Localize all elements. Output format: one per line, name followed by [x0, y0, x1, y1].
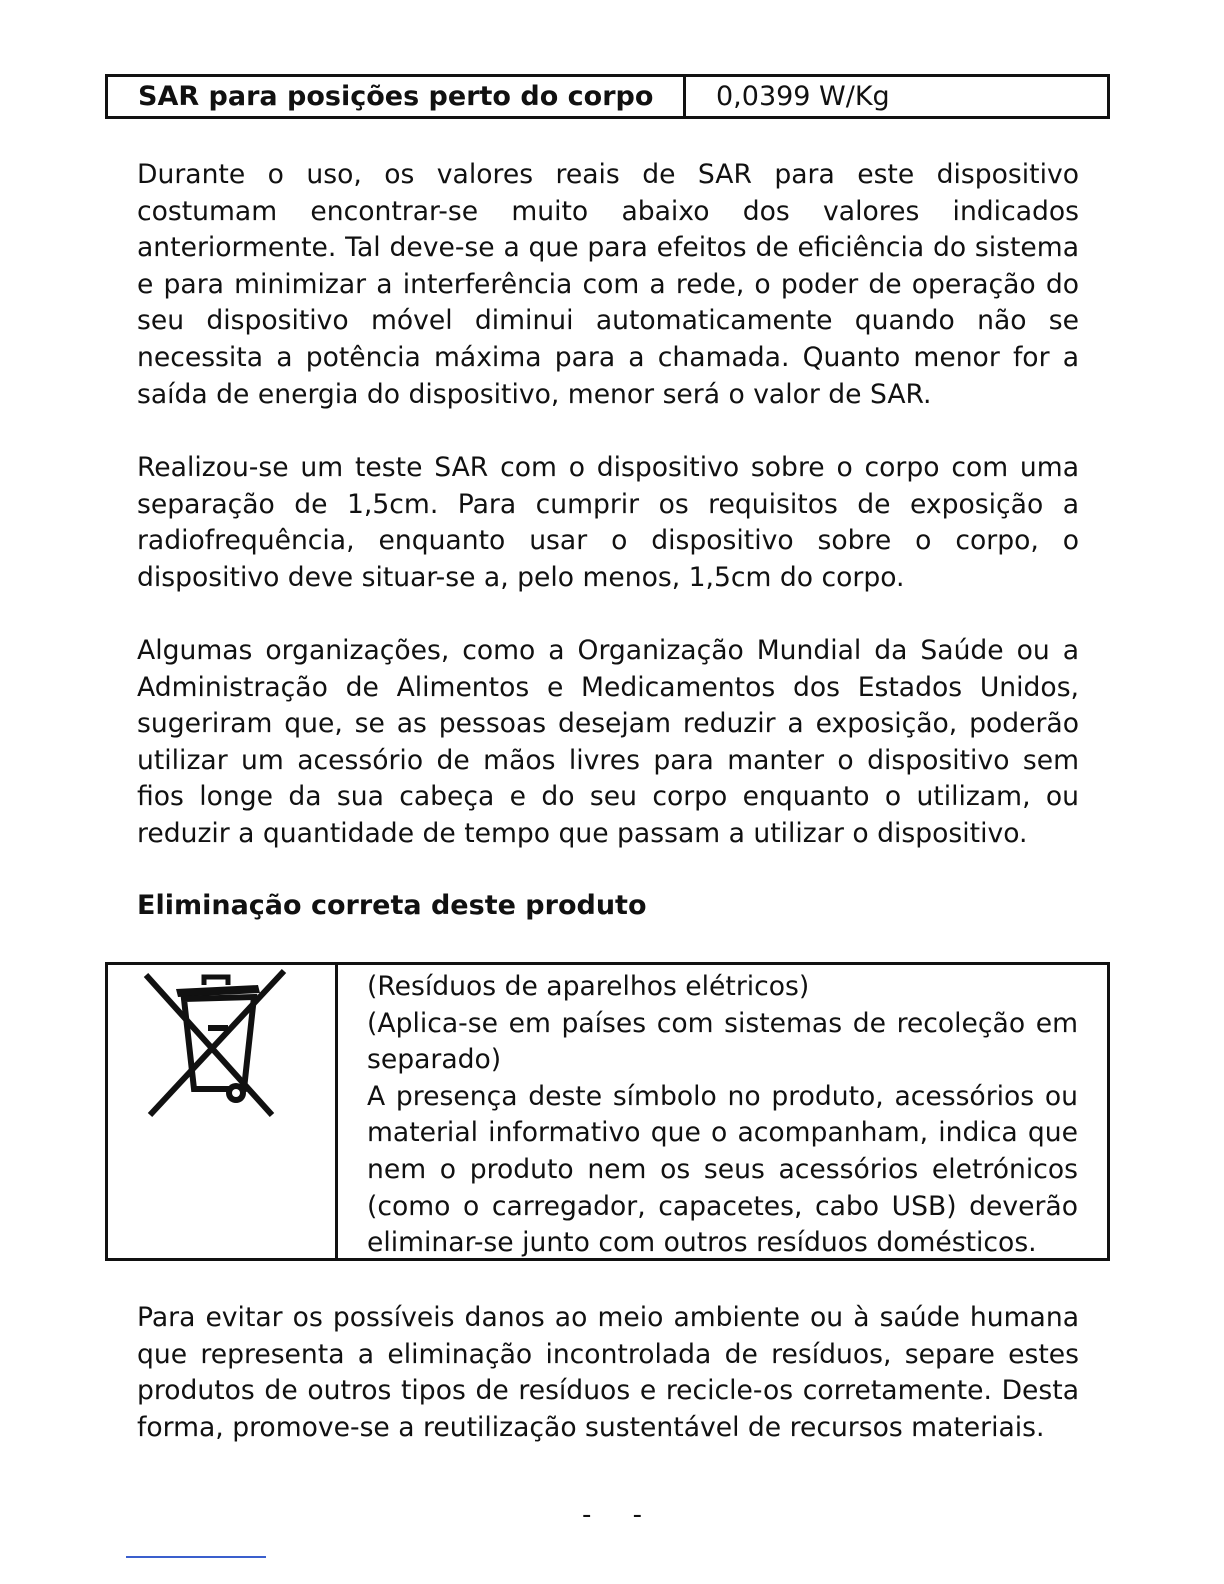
- sar-table: [105, 74, 1110, 119]
- crossed-out-wheelie-bin-icon: [136, 967, 296, 1122]
- paragraph-organizations: Algumas organizações, como a Organização Mundial da Saúde ou a Administração de Alimentos e Medicamentos dos Estados Unidos, sugeriram que, se as pessoas desejam reduzir a exposição, poderão utilizar um acessório de mãos livres para manter o dispositivo sem fios longe da sua cabeça e do seu corpo enquanto o utilizam, ou reduzir a quantidade de tempo que passam a utilizar o dispositivo.: [137, 635, 1079, 849]
- page-number: - -: [581, 1500, 643, 1530]
- sar-label: SAR para posições perto do corpo: [108, 77, 686, 116]
- weee-text-cell: [338, 965, 1107, 1258]
- weee-icon-cell: [108, 965, 338, 1258]
- weee-line-applies: (Aplica-se em países com sistemas de recoleção em separado): [367, 1007, 1078, 1076]
- weee-line-waste-type: (Resíduos de aparelhos elétricos): [367, 971, 810, 1002]
- footer-divider: [126, 1556, 266, 1558]
- weee-line-description: A presença deste símbolo no produto, acessórios ou material informativo que o acompanham, indica que nem o produto nem os seus acessórios eletrónicos (como o carregador, capacetes, cabo USB) deverão eliminar-se junto com outros resíduos domésticos.: [367, 1080, 1078, 1259]
- paragraph-recycling: Para evitar os possíveis danos ao meio ambiente ou à saúde humana que representa a eliminação incontrolada de resíduos, separe estes produtos de outros tipos de resíduos e recicle-os corretamente. Desta forma, promove-se a reutilização sustentável de recursos materiais.: [137, 1302, 1079, 1443]
- paragraph-sar-test: Realizou-se um teste SAR com o dispositivo sobre o corpo com uma separação de 1,5cm. Para cumprir os requisitos de exposição a radiofrequência, enquanto usar o dispositivo sobre o corpo, o dispositivo deve situar-se a, pelo menos, 1,5cm do corpo.: [137, 452, 1079, 593]
- paragraph-sar-values: Durante o uso, os valores reais de SAR para este dispositivo costumam encontrar-se muito abaixo dos valores indicados anteriormente. Tal deve-se a que para efeitos de eficiência do sistema e para minimizar a interferência com a rede, o poder de operação do seu dispositivo móvel diminui automaticamente quando não se necessita a potência máxima para a chamada. Quanto menor for a saída de energia do dispositivo, menor será o valor de SAR.: [137, 159, 1079, 410]
- weee-table: [105, 962, 1110, 1261]
- sar-value: 0,0399 W/Kg: [716, 81, 890, 112]
- disposal-heading: Eliminação correta deste produto: [137, 890, 647, 921]
